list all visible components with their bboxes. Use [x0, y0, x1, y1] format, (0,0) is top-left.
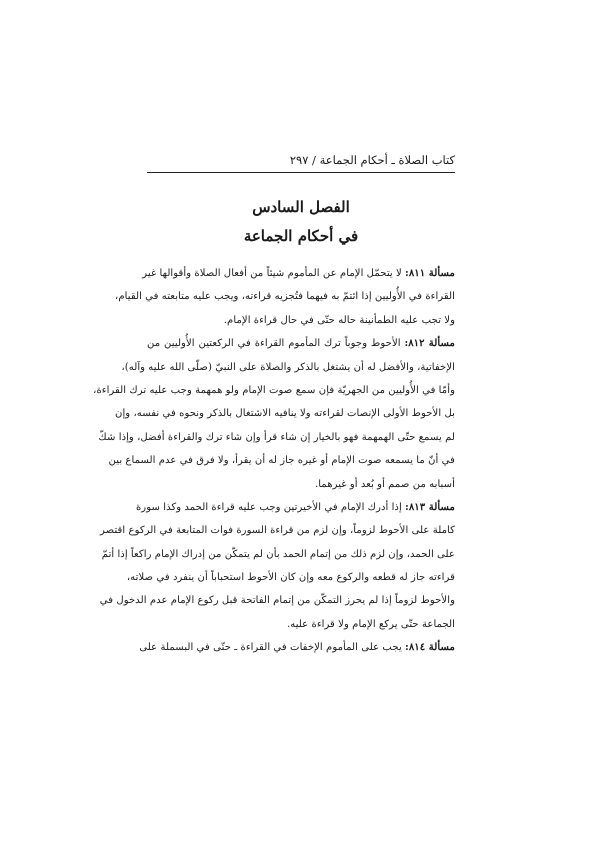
text-line: [126, 566, 455, 589]
line-text: الإخفاتية، والأفضل له أن يشتغل بالذكر والصلاة على النبيّ (صلّى الله عليه وآله)،: [121, 361, 455, 373]
text-line: [135, 496, 455, 519]
text-line: [139, 636, 455, 659]
line-text: والأحوط لزوماً إذا لم يحرز التمكّن من إتمام الفاتحة قبل ركوع الإمام عدم الدخول في: [99, 595, 455, 607]
text-line: [147, 473, 455, 496]
text-line: [101, 543, 455, 566]
line-text: الأحوط وجوباً ترك المأموم القراءة في الركعتين الأُوليين من: [147, 338, 401, 350]
line-text: القراءة في الأُوليين إذا ائتمّ به فيهما فتُجزيه قراءته، ويجب عليه متابعته في القيام،: [115, 291, 455, 303]
line-text: يجب على المأموم الإخفات في القراءة ـ حتّى في البسملة على: [139, 642, 402, 654]
chapter-subtitle: في أحكام الجماعة: [243, 227, 359, 245]
header-rule: [147, 172, 455, 173]
text-line: [108, 449, 455, 472]
issue-number: مسألة ٨١٣:: [405, 500, 455, 513]
text-line: [121, 356, 455, 379]
line-text: وأمّا في الأُوليين من الجهريّة فإن سمع صوت الإمام ولو همهمة وجب عليه ترك القراءة،: [93, 384, 455, 396]
issue-number: مسألة ٨١٤:: [405, 641, 455, 654]
text-line: [147, 309, 455, 332]
issue-number: مسألة ٨١١:: [405, 267, 455, 279]
chapter-title: الفصل السادس: [252, 198, 350, 216]
line-text: لم يسمع حتّى الهمهمة فهو بالخيار إن شاء قرأ وإن شاء ترك والقراءة أفضل، وإذا شكّ: [98, 431, 455, 443]
line-text: بل الأحوط الأولى الإنصات لقراءته ولا ينافيه الاشتغال بالذكر ونحوه في نفسه، وإن: [114, 408, 455, 420]
line-text: أسبابه من صمم أو بُعد أو غيرهما.: [314, 478, 455, 490]
line-text: على الحمد، وإن لزم ذلك من إتمام الحمد بأن لم يتمكّن من إدراك الإمام راكعاً إذا أتمّ: [101, 548, 455, 560]
line-text: الجماعة حتّى يركع الإمام ولا قراءة عليه.: [287, 618, 455, 630]
line-text: في أنّ ما يسمعه صوت الإمام أو غيره جاز له أن يقرأ، ولا فرق في عدم السماع بين: [108, 455, 455, 467]
running-header: كتاب الصلاة ـ أحكام الجماعة / ٢٩٧: [289, 153, 455, 167]
text-line: [142, 262, 455, 285]
body-text: [93, 262, 455, 660]
text-line: [147, 332, 455, 355]
text-line: [100, 519, 455, 542]
line-text: ولا تجب عليه الطمأنينة حاله حتّى في حال قراءة الإمام.: [223, 314, 455, 326]
text-line: [99, 589, 455, 612]
line-text: كاملة على الأحوط لزوماً، وإن لزم من قراءة السورة فوات المتابعة في الركوع اقتصر: [100, 525, 455, 537]
text-line: [98, 426, 455, 449]
text-line: [147, 613, 455, 636]
text-line: [114, 402, 455, 425]
issue-number: مسألة ٨١٢:: [404, 337, 455, 350]
text-line: [115, 285, 455, 308]
line-text: إذا أدرك الإمام في الأخيرتين وجب عليه قراءة الحمد وكذا سورة: [135, 501, 402, 513]
text-line: [93, 379, 455, 402]
line-text: قراءته جاز له قطعه والركوع معه وإن كان الأحوط استحباباً أن ينفرد في صلاته،: [126, 572, 455, 584]
line-text: لا يتحمّل الإمام عن المأموم شيئاً من أفعال الصلاة وأقوالها غير: [142, 268, 402, 279]
